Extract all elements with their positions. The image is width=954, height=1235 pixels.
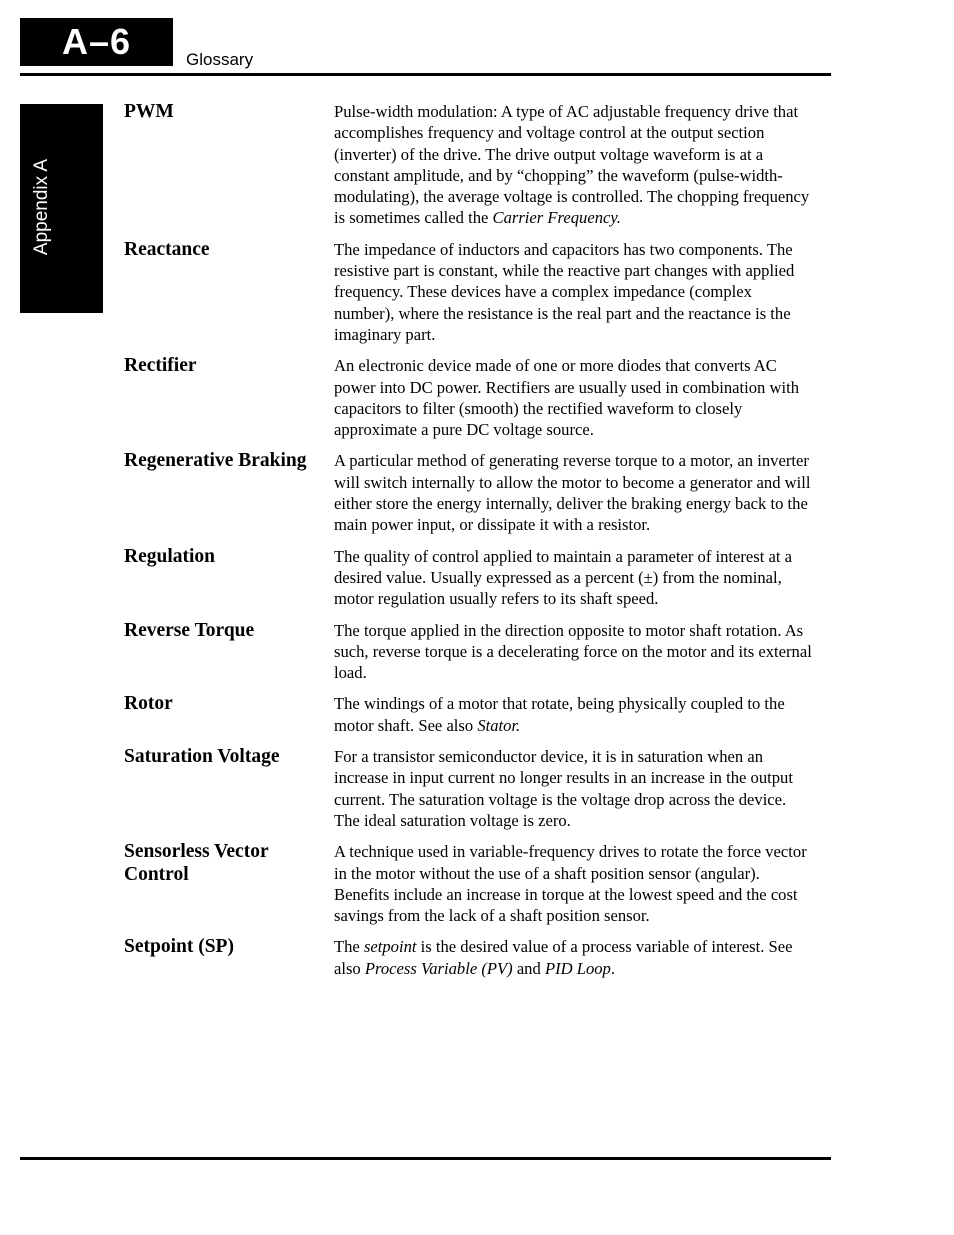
glossary-term: Reverse Torque — [124, 619, 255, 641]
definition-text: The torque applied in the direction opposite to motor shaft rotation. As such, reverse torque is a decelerating force on the motor and its external load. — [334, 620, 812, 683]
glossary-definition — [334, 841, 814, 926]
glossary-term: Reactance — [124, 238, 210, 260]
glossary-definition — [334, 620, 814, 684]
glossary-entry — [124, 354, 814, 440]
glossary-term: Rotor — [124, 693, 173, 715]
glossary-entry — [124, 692, 814, 736]
definition-emphasis: setpoint — [363, 937, 417, 957]
header-divider — [20, 73, 831, 76]
definition-text: . — [610, 958, 616, 978]
page-number: A–6 — [61, 21, 132, 62]
glossary-definition — [334, 101, 814, 229]
section-title: Glossary — [186, 50, 254, 69]
glossary-entry — [124, 840, 814, 926]
glossary-definition — [334, 936, 814, 979]
glossary-term: Sensorless Vector Control — [124, 841, 269, 886]
glossary-definition — [334, 546, 814, 610]
glossary-entry — [124, 238, 814, 345]
glossary-term: Rectifier — [124, 355, 197, 377]
glossary-entry — [124, 449, 814, 535]
definition-emphasis: PID Loop — [544, 958, 611, 978]
definition-text: An electronic device made of one or more diodes that converts AC power into DC power. Rectifiers are usually used in combination with capacitors to filter (smooth) the rectified waveform to closely approximate a pure DC voltage source. — [334, 356, 799, 440]
definition-text: For a transistor semiconductor device, it is in saturation when an increase in input current no longer results in an increase in the output current. The saturation voltage is the voltage drop across the device. The ideal saturation voltage is zero. — [334, 747, 793, 830]
glossary-definition — [334, 746, 814, 831]
glossary-definition — [334, 355, 814, 440]
definition-text: The impedance of inductors and capacitors has two components. The resistive part is constant, while the reactive part changes with applied frequency. These devices have a complex impedance (complex number), where the resistance is the real part and the reactance is the imaginary part. — [334, 239, 795, 344]
appendix-side-tab-label: Appendix A — [31, 158, 52, 256]
page-number-tab — [20, 18, 173, 66]
definition-text: The windings of a motor that rotate, being physically coupled to the motor shaft. See also — [334, 694, 785, 735]
definition-text: The quality of control applied to maintain a parameter of interest at a desired value. Usually expressed as a percent (±) from the nominal, motor regulation usually refers to its shaft speed. — [334, 546, 792, 609]
definition-emphasis: Process Variable (PV) — [364, 958, 513, 978]
glossary-entry — [124, 545, 814, 610]
glossary-list — [124, 100, 814, 988]
glossary-entry — [124, 745, 814, 831]
definition-text: is the desired value of a process variable of interest. See also — [334, 937, 793, 978]
definition-text: A technique used in variable-frequency drives to rotate the force vector in the motor without the use of a shaft position sensor (angular). Benefits include an increase in torque at the lowest speed and the cost savings from the lack of a shaft position sensor. — [334, 842, 807, 926]
glossary-term: PWM — [124, 101, 174, 122]
definition-emphasis: Stator. — [477, 715, 521, 735]
glossary-entry — [124, 619, 814, 684]
glossary-term: Regulation — [124, 545, 216, 567]
definition-text: A particular method of generating reverse torque to a motor, an inverter will switch internally to allow the motor to become a generator and will either store the energy internally, deliver the braking energy back to the main power input, or dissipate it with a resistor. — [334, 451, 811, 535]
footer-divider — [20, 1157, 831, 1160]
glossary-entry — [124, 100, 814, 229]
glossary-term: Regenerative Braking — [124, 450, 307, 472]
glossary-term: Setpoint (SP) — [124, 936, 234, 958]
definition-emphasis: Carrier Frequency. — [492, 208, 621, 228]
glossary-definition — [334, 450, 814, 535]
glossary-definition — [334, 693, 814, 736]
glossary-entry — [124, 935, 814, 979]
glossary-definition — [334, 239, 814, 345]
definition-text: Pulse-width modulation: A type of AC adjustable frequency drive that accomplishes frequency and voltage control at the output section (inverter) of the drive. The drive output voltage waveform is at a constant amplitude, and by “chopping” the waveform (pulse-width-modulating), the average voltage is controlled. The chopping frequency is sometimes called the — [334, 102, 810, 228]
definition-text: The — [334, 937, 364, 957]
glossary-term: Saturation Voltage — [124, 746, 280, 768]
definition-text: and — [512, 958, 545, 978]
